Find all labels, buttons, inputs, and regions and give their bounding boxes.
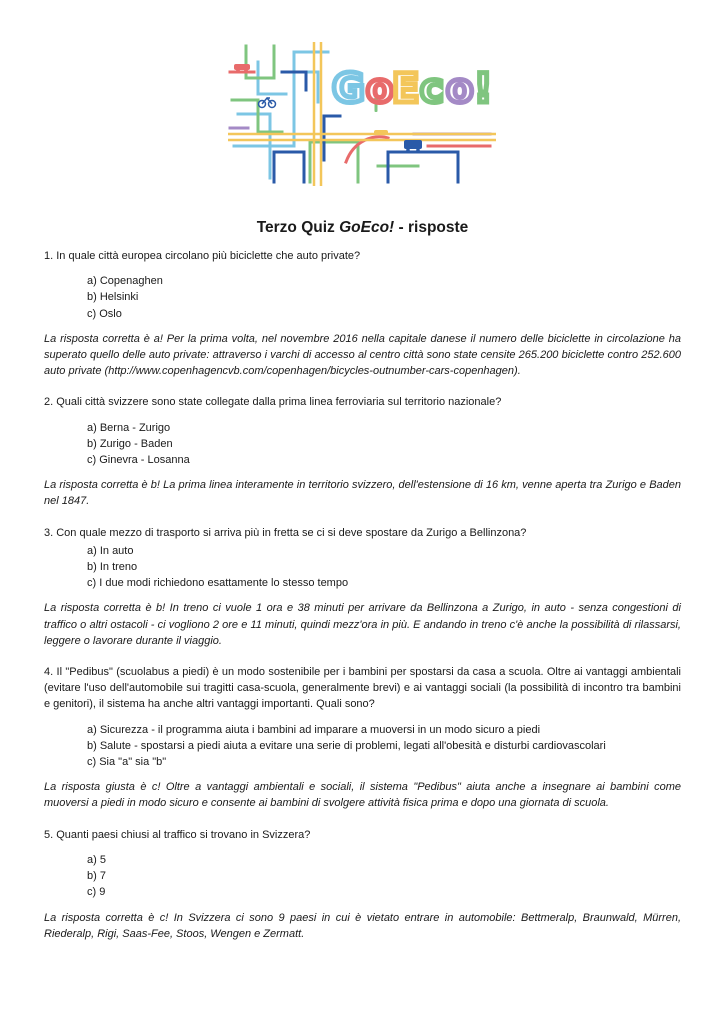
question-text: 4. Il "Pedibus" (scuolabus a piedi) è un modo sostenibile per i bambini per spostarsi da casa a scuola. Oltre ai vantaggi ambientali (evitare l'uso dell'automobile sui tragitti casa-scuola, generalmente brevi) e ai vantaggi sociali (la possibilità di incontro tra bambini e genitori), il sistema ha anche altri vantaggi importanti. Quali sono?	[44, 666, 681, 711]
bicycle-icon	[259, 98, 276, 108]
svg-text:!: !	[474, 66, 493, 112]
option-item: a) Copenaghen	[87, 275, 163, 288]
question-block	[44, 394, 681, 509]
option-item: b) Zurigo - Baden	[87, 437, 173, 450]
option-item: a) 5	[87, 853, 106, 866]
svg-text:o: o	[366, 66, 394, 112]
option-item: b) In treno	[87, 561, 138, 574]
svg-text:c: c	[420, 66, 444, 112]
option-item: b) 7	[87, 870, 106, 883]
answer-text: La risposta corretta è a! Per la prima volta, nel novembre 2016 nella capitale danese il numero delle biciclette in circolazione ha superato quello delle auto private: attraverso i varchi di accesso al centro città sono state censite 265.200 biciclette contro 252.600 auto private (http://www.copenhagencvb.com/copenhagen/bicycles-outnumber-cars-copenhagen).	[44, 332, 681, 378]
options-list	[87, 722, 681, 771]
options-list	[87, 420, 681, 469]
option-item: a) Berna - Zurigo	[87, 421, 171, 434]
answer-text: La risposta corretta è b! In treno ci vuole 1 ora e 38 minuti per arrivare da Bellinzona a Zurigo, in auto - senza congestioni di traffico o altri ostacoli - ci vogliono 2 ore e 11 minuti, quindi mezz'ora in più. E andando in treno c'è anche la possibilità di rilassarsi, leggere o lavorare durante il viaggio.	[44, 602, 681, 647]
option-item: a) In auto	[87, 544, 134, 557]
option-item: c) Oslo	[87, 307, 122, 320]
question-block	[44, 827, 681, 942]
page-title: Terzo Quiz GoEco! - risposte	[256, 219, 469, 236]
question-text: 2. Quali città svizzere sono state collegate dalla prima linea ferroviaria sul territorio nazionale?	[44, 396, 502, 409]
option-item: a) Sicurezza - il programma aiuta i bambini ad imparare a muoversi in un modo sicuro a piedi	[87, 723, 541, 736]
question-block	[44, 248, 681, 379]
options-list	[87, 852, 681, 901]
answer-text: La risposta corretta è b! La prima linea interamente in territorio svizzero, dell'estensione di 16 km, venne aperta tra Zurigo e Baden nel 1847.	[44, 479, 681, 508]
option-item: c) Sia "a" sia "b"	[87, 756, 167, 769]
logo-wordmark	[332, 66, 492, 112]
option-item: c) 9	[87, 886, 106, 899]
goeco-logo	[228, 42, 496, 186]
answer-text: La risposta corretta è c! In Svizzera ci sono 9 paesi in cui è vietato entrare in automobile: Bettmeralp, Braunwald, Mürren, Riederalp, Rigi, Saas-Fee, Stoos, Wengen e Zermatt.	[44, 911, 681, 940]
svg-text:G: G	[332, 66, 365, 112]
question-text: 1. In quale città europea circolano più biciclette che auto private?	[44, 250, 361, 262]
options-list	[87, 543, 681, 592]
question-text: 3. Con quale mezzo di trasporto si arriva più in fretta se ci si deve spostare da Zurigo a Bellinzona?	[44, 526, 527, 539]
option-item: b) Salute - spostarsi a piedi aiuta a evitare una serie di problemi, legati all'obesità e disturbi cardiovascolari	[87, 739, 606, 752]
question-block	[44, 664, 681, 812]
option-item: c) I due modi richiedono esattamente lo stesso tempo	[87, 577, 349, 590]
question-text: 5. Quanti paesi chiusi al traffico si trovano in Svizzera?	[44, 828, 311, 841]
option-item: c) Ginevra - Losanna	[87, 454, 190, 467]
option-item: b) Helsinki	[87, 291, 139, 304]
svg-text:o: o	[446, 66, 474, 112]
question-block	[44, 525, 681, 649]
svg-text:E: E	[392, 66, 420, 112]
answer-text: La risposta giusta è c! Oltre a vantaggi ambientali e sociali, il sistema "Pedibus" aiuta anche a insegnare ai bambini come muoversi a piedi in modo sicuro e consente ai bambini di svolgere attività fisica prima e dopo una giornata di scuola.	[44, 781, 681, 810]
quiz-content	[44, 248, 681, 951]
bus-icon	[404, 140, 422, 152]
options-list	[87, 273, 681, 322]
train-icon	[374, 130, 388, 135]
